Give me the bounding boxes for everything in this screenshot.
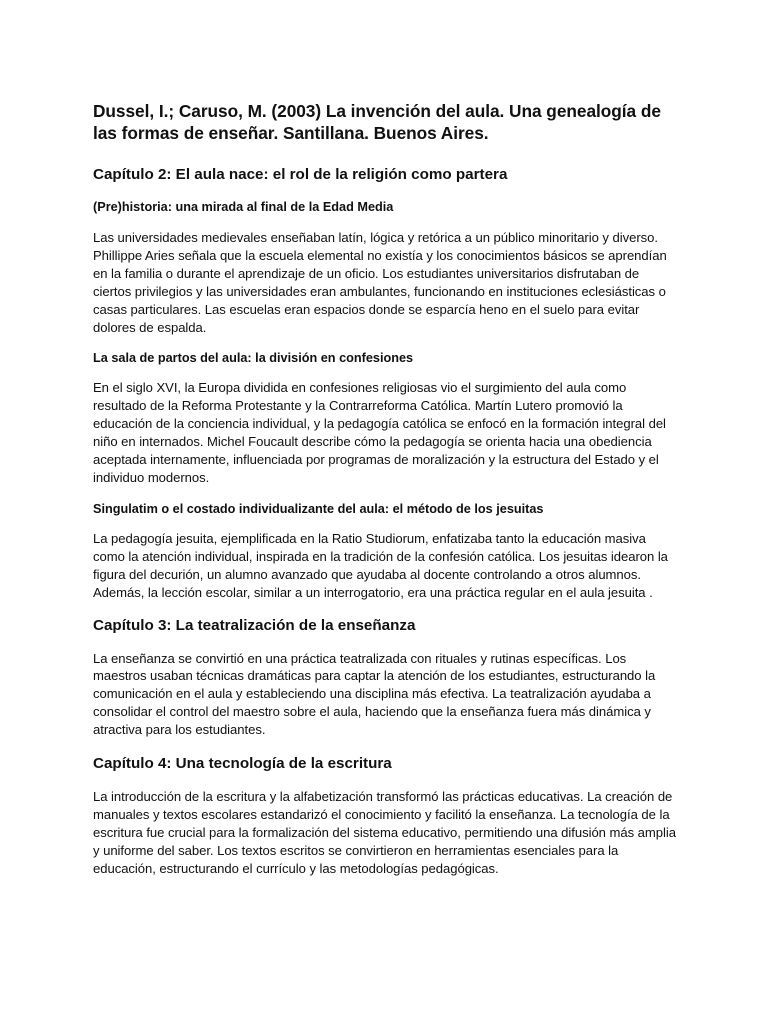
section-sala-de-partos-body: En el siglo XVI, la Europa dividida en confesiones religiosas vio el surgimiento del aula como resultado de la Reforma Protestante y la Contrarreforma Católica. Martín Lutero promovió la educación de la conciencia individual, y la pedagogía católica se enfocó en la formación integral del niño en internados. Michel Foucault describe cómo la pedagogía se orienta hacia una obediencia aceptada internamente, influenciada por programas de moralización y la estructura del Estado y el individuo modernos. — [93, 380, 666, 485]
chapter-3-heading: Capítulo 3: La teatralización de la enseñanza — [93, 616, 416, 634]
section-prehistoria-body: Las universidades medievales enseñaban latín, lógica y retórica a un público minoritario y diverso. Phillippe Aries señala que la escuela elemental no existía y los conocimientos básicos se aprendían en la familia o durante el aprendizaje de un oficio. Los estudiantes universitarios disfrutaban de ciertos privilegios y las universidades eran ambulantes, funcionando en instituciones eclesiásticas o casas particulares. Las escuelas eran espacios donde se esparcía heno en el suelo para evitar dolores de espalda. — [93, 230, 667, 335]
section-singulatim-body: La pedagogía jesuita, ejemplificada en la Ratio Studiorum, enfatizaba tanto la educación masiva como la atención individual, inspirada en la tradición de la confesión católica. Los jesuitas idearon la figura del decurión, un alumno avanzado que ayudaba al docente controlando a otros alumnos. Además, la lección escolar, similar a un interrogatorio, era una práctica regular en el aula jesuita . — [93, 530, 668, 600]
document-page — [93, 100, 678, 878]
section-sala-de-partos-heading: La sala de partos del aula: la división en confesiones — [93, 351, 414, 366]
document-title: Dussel, I.; Caruso, M. (2003) La invención del aula. Una genealogía de las formas de enseñar. Santillana. Buenos Aires. — [93, 101, 661, 143]
chapter-4-body: La introducción de la escritura y la alfabetización transformó las prácticas educativas. La creación de manuales y textos escolares estandarizó el conocimiento y facilitó la enseñanza. La tecnología de la escritura fue crucial para la formalización del sistema educativo, permitiendo una difusión más amplia y uniforme del saber. Los textos escritos se convirtieron en herramientas esenciales para la educación, estructurando el currículo y las metodologías pedagógicas. — [93, 789, 676, 876]
chapter-3-body: La enseñanza se convirtió en una práctica teatralizada con rituales y rutinas específicas. Los maestros usaban técnicas dramáticas para captar la atención de los estudiantes, estructurando la comunicación en el aula y estableciendo una disciplina más efectiva. La teatralización ayudaba a consolidar el control del maestro sobre el aula, haciendo que la enseñanza fuera más dinámica y atractiva para los estudiantes. — [93, 650, 656, 738]
chapter-4-heading: Capítulo 4: Una tecnología de la escritura — [93, 755, 392, 773]
section-singulatim-heading: Singulatim o el costado individualizante del aula: el método de los jesuitas — [93, 501, 544, 516]
chapter-2-heading: Capítulo 2: El aula nace: el rol de la religión como partera — [93, 166, 508, 183]
section-prehistoria-heading: (Pre)historia: una mirada al final de la Edad Media — [93, 200, 394, 214]
